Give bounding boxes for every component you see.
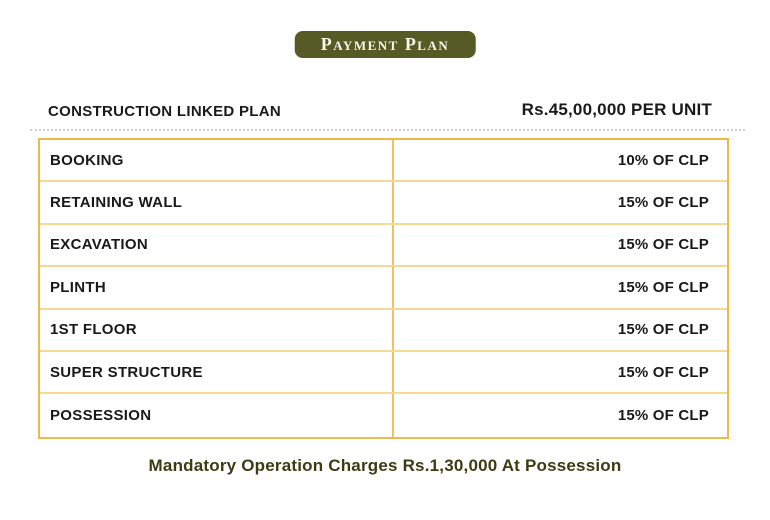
percentage-cell: 10% OF CLP bbox=[617, 151, 709, 169]
milestone-cell: EXCAVATION bbox=[40, 225, 394, 265]
table-row bbox=[40, 310, 727, 352]
payment-plan-title-badge bbox=[295, 31, 476, 58]
percentage-cell: 15% OF CLP bbox=[617, 363, 709, 381]
plan-name-heading: CONSTRUCTION LINKED PLAN bbox=[48, 103, 282, 120]
milestone-cell: RETAINING WALL bbox=[40, 182, 394, 222]
milestone-cell: 1ST FLOOR bbox=[40, 310, 394, 350]
milestone-cell: BOOKING bbox=[40, 140, 394, 180]
milestone-cell: POSSESSION bbox=[40, 394, 394, 436]
milestone-cell: PLINTH bbox=[40, 267, 394, 307]
payment-plan-title-text: Payment Plan bbox=[320, 33, 450, 54]
percentage-cell: 15% OF CLP bbox=[617, 236, 709, 254]
percentage-cell: 15% OF CLP bbox=[617, 321, 709, 339]
table-row bbox=[40, 267, 727, 309]
header-dotted-divider bbox=[30, 129, 745, 131]
mandatory-charges-note: Mandatory Operation Charges Rs.1,30,000 At Possession bbox=[148, 456, 622, 475]
table-row bbox=[40, 225, 727, 267]
percentage-cell: 15% OF CLP bbox=[617, 194, 709, 212]
payment-schedule-table bbox=[38, 138, 729, 439]
table-row bbox=[40, 182, 727, 224]
table-row bbox=[40, 394, 727, 436]
table-row bbox=[40, 352, 727, 394]
percentage-cell: 15% OF CLP bbox=[617, 407, 709, 425]
percentage-cell: 15% OF CLP bbox=[617, 278, 709, 296]
milestone-cell: SUPER STRUCTURE bbox=[40, 352, 394, 392]
table-row bbox=[40, 140, 727, 182]
unit-price-heading: Rs.45,00,000 PER UNIT bbox=[521, 100, 712, 119]
